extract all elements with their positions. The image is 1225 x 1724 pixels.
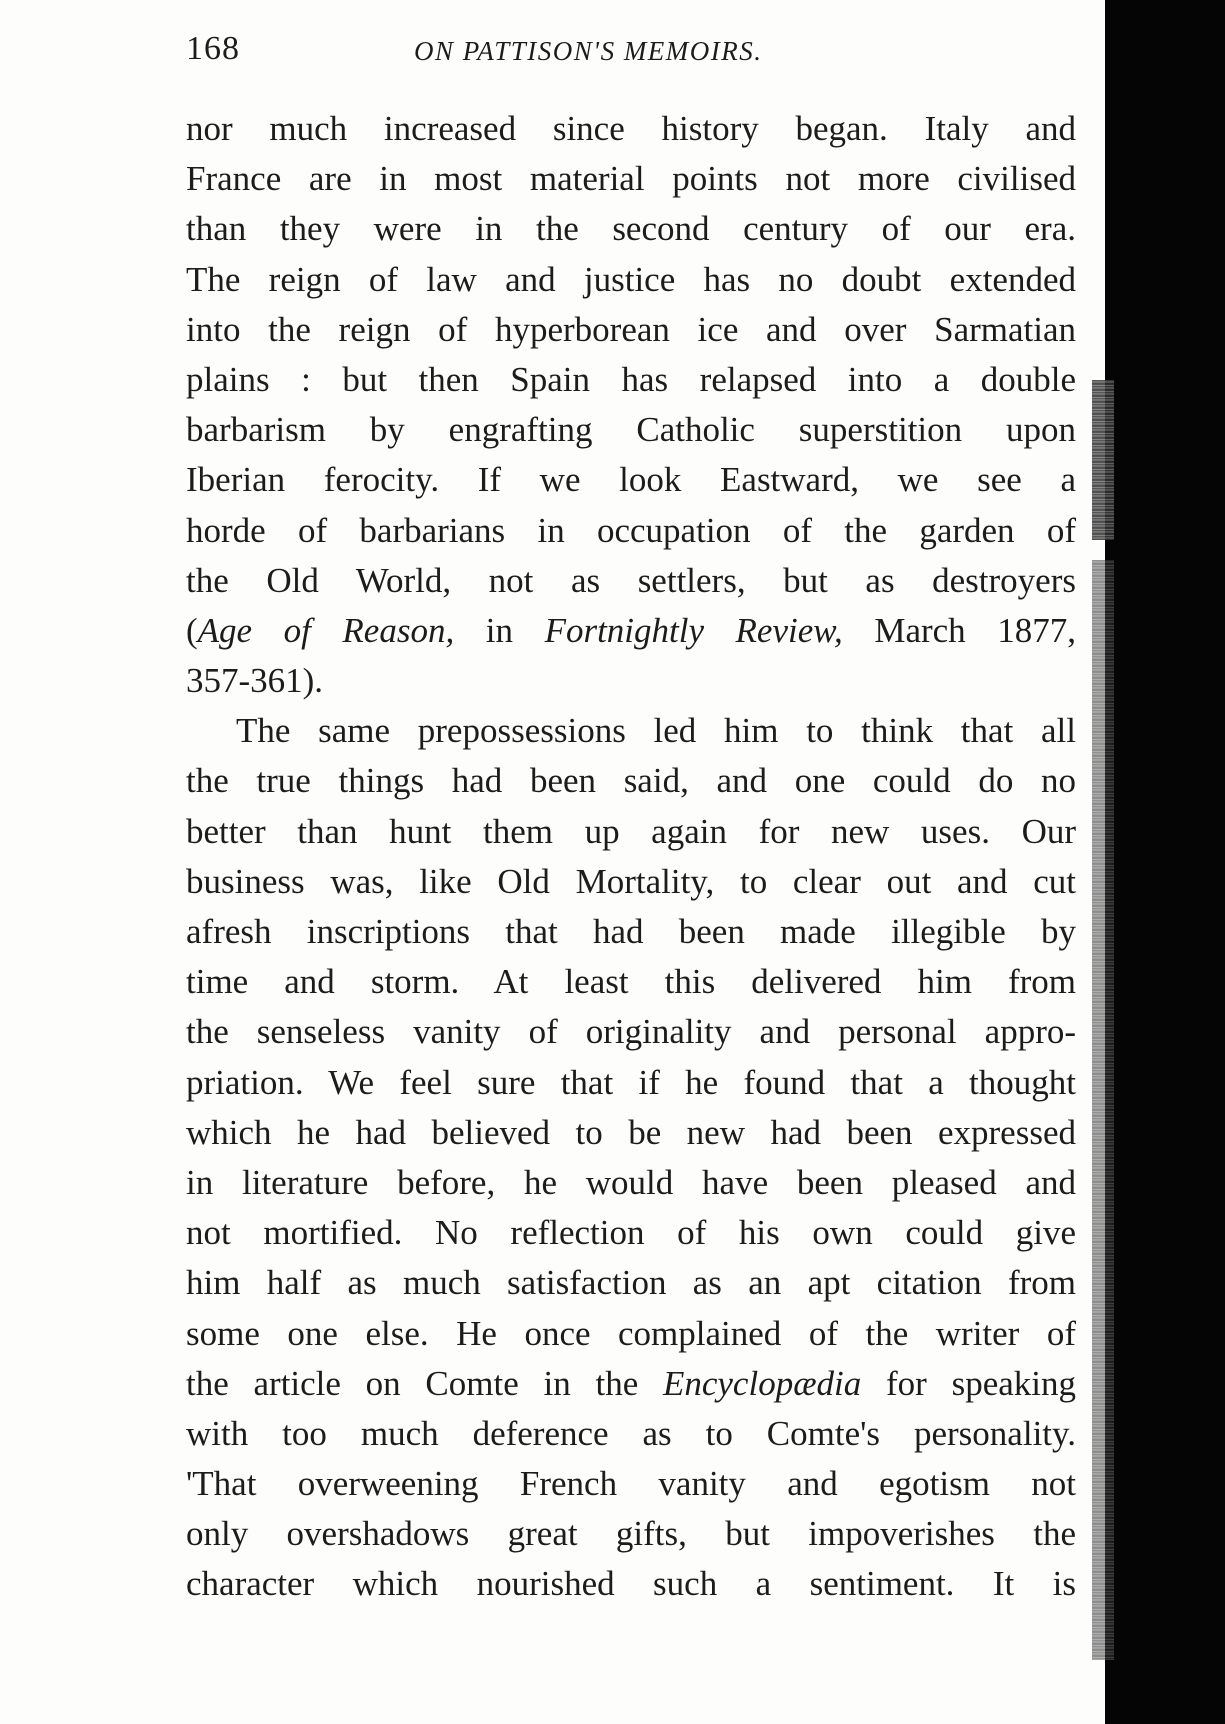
text-line: time and storm. At least this delivered him from bbox=[186, 962, 1076, 1002]
text-line: him half as much satisfaction as an apt citation from bbox=[186, 1263, 1076, 1303]
text-line: the Old World, not as settlers, but as destroyers bbox=[186, 560, 1076, 600]
text-line: 357-361). bbox=[186, 661, 324, 701]
text-line: which he had believed to be new had been expressed bbox=[186, 1112, 1076, 1152]
text-line: plains : but then Spain has relapsed into a double bbox=[186, 359, 1076, 399]
binding-speckle bbox=[1092, 380, 1114, 540]
text-line: 'That overweening French vanity and egotism not bbox=[186, 1464, 1076, 1504]
text-line: not mortified. No reflection of his own could give bbox=[186, 1213, 1076, 1253]
text-line: some one else. He once complained of the writer of bbox=[186, 1313, 1076, 1353]
text-line: horde of barbarians in occupation of the garden of bbox=[186, 510, 1076, 550]
body-text bbox=[186, 104, 1076, 1610]
text-line: the senseless vanity of originality and personal appro- bbox=[186, 1012, 1076, 1052]
text-line: nor much increased since history began. Italy and bbox=[186, 109, 1076, 148]
text-line: barbarism by engrafting Catholic superstition upon bbox=[186, 410, 1076, 450]
italic-title: Fortnightly Review, bbox=[544, 610, 843, 650]
text-line: into the reign of hyperborean ice and over Sarmatian bbox=[186, 309, 1076, 349]
text-line: in literature before, he would have been pleased and bbox=[186, 1162, 1076, 1202]
text-line: priation. We feel sure that if he found that a thought bbox=[186, 1062, 1076, 1102]
text-span: the article on Comte in the bbox=[186, 1363, 663, 1403]
text-span: for speaking bbox=[861, 1363, 1076, 1403]
text-line: The same prepossessions led him to think that all bbox=[236, 711, 1076, 751]
text-line: character which nourished such a sentiment. It is bbox=[186, 1564, 1076, 1604]
running-head bbox=[186, 30, 1086, 80]
text-line: The reign of law and justice has no doubt extended bbox=[186, 259, 1076, 299]
page-number: 168 bbox=[186, 30, 240, 67]
running-title: ON PATTISON'S MEMOIRS. bbox=[414, 36, 763, 66]
open-paren: ( bbox=[186, 610, 198, 650]
text-line: with too much deference as to Comte's personality. bbox=[186, 1413, 1076, 1453]
text-line: France are in most material points not more civilised bbox=[186, 159, 1076, 199]
text-line: afresh inscriptions that had been made illegible by bbox=[186, 912, 1076, 951]
binding-edge-shadow bbox=[1105, 0, 1225, 1724]
text-line: Iberian ferocity. If we look Eastward, we see a bbox=[186, 460, 1076, 500]
citation-line bbox=[186, 606, 1076, 656]
text-line: than they were in the second century of our era. bbox=[186, 209, 1076, 249]
encyclopaedia-line bbox=[186, 1359, 1076, 1409]
binding-speckle bbox=[1092, 560, 1114, 1660]
text-span: in bbox=[454, 610, 545, 650]
text-line: better than hunt them up again for new uses. Our bbox=[186, 811, 1076, 851]
text-span: March 1877, bbox=[842, 610, 1076, 650]
italic-title: Encyclopædia bbox=[662, 1363, 862, 1403]
text-line: the true things had been said, and one could do no bbox=[186, 761, 1076, 801]
text-line: business was, like Old Mortality, to clear out and cut bbox=[186, 861, 1076, 901]
text-line: only overshadows great gifts, but impoverishes the bbox=[186, 1514, 1076, 1554]
italic-title: Age of Reason, bbox=[197, 610, 455, 650]
